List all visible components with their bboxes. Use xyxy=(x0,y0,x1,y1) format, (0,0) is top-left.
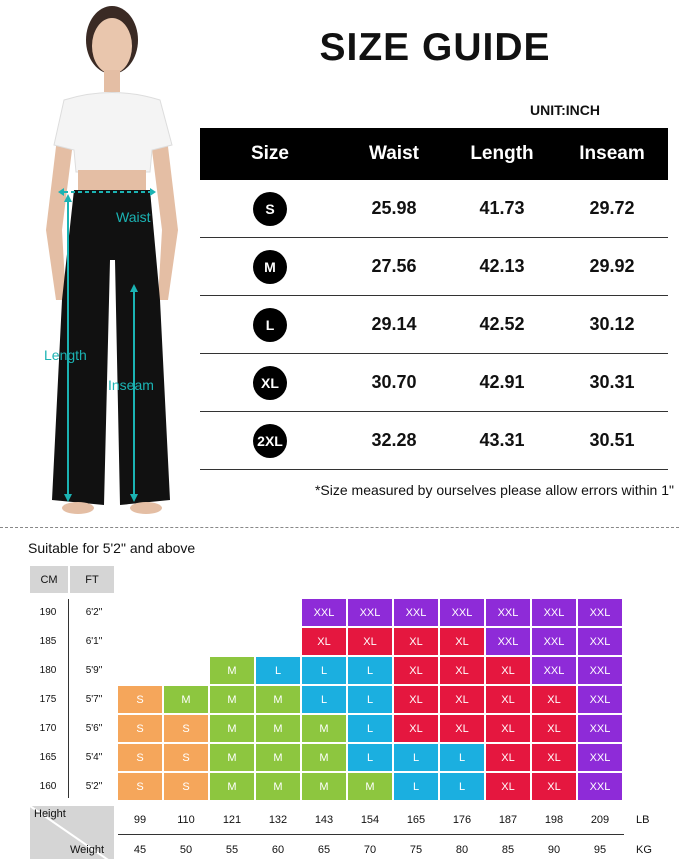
size-cell: XXL xyxy=(394,599,438,626)
size-cell: XL xyxy=(532,686,576,713)
size-cell: M xyxy=(302,744,346,771)
ft-value: 5'4" xyxy=(85,752,103,763)
ft-header: FT xyxy=(70,566,114,593)
size-cell: S xyxy=(118,744,162,771)
size-cell: M xyxy=(210,773,254,800)
cm-value: 170 xyxy=(39,723,57,734)
ft-value: 5'7" xyxy=(85,694,103,705)
header-inseam: Inseam xyxy=(579,143,645,164)
size-cell: S xyxy=(164,744,208,771)
size-cell: M xyxy=(210,715,254,742)
size-cell: XXL xyxy=(578,773,622,800)
size-cell: M xyxy=(256,773,300,800)
size-cell: XL xyxy=(486,744,530,771)
kg-value: 60 xyxy=(271,844,285,856)
size-cell: XXL xyxy=(532,628,576,655)
measurement-note: *Size measured by ourselves please allow errors within 1" xyxy=(314,482,674,498)
cm-value: 165 xyxy=(39,752,57,763)
size-cell: XL xyxy=(532,744,576,771)
waist-value: 30.70 xyxy=(371,372,417,392)
size-cell: XL xyxy=(486,657,530,684)
size-cell: XL xyxy=(440,686,484,713)
size-cell: XL xyxy=(394,628,438,655)
size-cell: S xyxy=(118,686,162,713)
lb-value: 99 xyxy=(133,814,147,826)
size-cell: XL xyxy=(532,773,576,800)
kg-value: 85 xyxy=(501,844,515,856)
waist-label: Waist xyxy=(116,209,151,225)
size-cell: M xyxy=(256,686,300,713)
size-cell: S xyxy=(118,773,162,800)
size-cell: M xyxy=(302,773,346,800)
size-cell: M xyxy=(210,744,254,771)
size-cell: XL xyxy=(394,715,438,742)
length-value: 42.52 xyxy=(479,314,525,334)
header-length: Length xyxy=(470,143,534,164)
page-title: SIZE GUIDE xyxy=(319,26,551,69)
lb-value: 143 xyxy=(314,814,334,826)
kg-value: 55 xyxy=(225,844,239,856)
size-badge: L xyxy=(253,308,287,342)
lb-value: 121 xyxy=(222,814,242,826)
size-badge: M xyxy=(253,250,287,284)
cm-value: 185 xyxy=(39,636,57,647)
height-axis-label: Height xyxy=(34,808,66,820)
kg-value: 50 xyxy=(179,844,193,856)
weight-axis-label: Weight xyxy=(70,844,105,856)
size-cell: XL xyxy=(532,715,576,742)
kg-value: 70 xyxy=(363,844,377,856)
size-cell: L xyxy=(440,773,484,800)
size-cell: XL xyxy=(394,657,438,684)
waist-value: 25.98 xyxy=(371,198,417,218)
waist-value: 29.14 xyxy=(371,314,417,334)
lb-value: 187 xyxy=(498,814,518,826)
size-cell: XL xyxy=(394,686,438,713)
inseam-value: 30.31 xyxy=(589,372,635,392)
size-cell: S xyxy=(164,773,208,800)
ft-value: 5'9" xyxy=(85,665,103,676)
size-cell: M xyxy=(348,773,392,800)
waist-value: 27.56 xyxy=(371,256,417,276)
size-cell: XL xyxy=(302,628,346,655)
size-cell: XXL xyxy=(440,599,484,626)
size-cell: S xyxy=(118,715,162,742)
kg-unit: KG xyxy=(636,844,652,856)
header-waist: Waist xyxy=(369,143,419,164)
size-cell: L xyxy=(348,686,392,713)
size-cell: XL xyxy=(348,628,392,655)
size-cell: M xyxy=(210,686,254,713)
ft-value: 6'2" xyxy=(85,607,103,618)
size-cell: XXL xyxy=(302,599,346,626)
size-cell: M xyxy=(256,744,300,771)
inseam-value: 29.72 xyxy=(589,198,635,218)
size-cell: XXL xyxy=(578,599,622,626)
lb-value: 176 xyxy=(452,814,472,826)
size-cell: L xyxy=(440,744,484,771)
size-cell: XL xyxy=(486,686,530,713)
lb-value: 198 xyxy=(544,814,564,826)
size-cell: XXL xyxy=(578,628,622,655)
lb-value: 132 xyxy=(268,814,288,826)
lb-value: 154 xyxy=(360,814,380,826)
size-cell: M xyxy=(256,715,300,742)
size-cell: XXL xyxy=(532,657,576,684)
ft-value: 5'6" xyxy=(85,723,103,734)
cm-value: 175 xyxy=(39,694,57,705)
size-badge: XL xyxy=(253,366,287,400)
kg-value: 75 xyxy=(409,844,423,856)
size-cell: XL xyxy=(440,657,484,684)
size-cell: XL xyxy=(440,715,484,742)
inseam-label: Inseam xyxy=(108,377,154,393)
header-size: Size xyxy=(250,143,290,164)
size-cell: M xyxy=(210,657,254,684)
size-cell: L xyxy=(394,744,438,771)
size-cell: XXL xyxy=(348,599,392,626)
length-label: Length xyxy=(44,347,87,363)
weight-axis-line xyxy=(118,834,624,835)
kg-value: 45 xyxy=(133,844,147,856)
ft-value: 6'1" xyxy=(85,636,103,647)
lb-value: 209 xyxy=(590,814,610,826)
lb-value: 165 xyxy=(406,814,426,826)
size-cell: XL xyxy=(440,628,484,655)
size-cell: L xyxy=(348,657,392,684)
size-badge: S xyxy=(253,192,287,226)
inseam-value: 30.51 xyxy=(589,430,635,450)
inseam-value: 29.92 xyxy=(589,256,635,276)
size-cell: XXL xyxy=(486,628,530,655)
size-cell: L xyxy=(348,715,392,742)
size-cell: L xyxy=(394,773,438,800)
lb-unit: LB xyxy=(636,814,650,826)
kg-value: 65 xyxy=(317,844,331,856)
length-value: 41.73 xyxy=(479,198,525,218)
inseam-value: 30.12 xyxy=(589,314,635,334)
kg-value: 90 xyxy=(547,844,561,856)
size-badge: 2XL xyxy=(253,424,287,458)
unit-label: UNIT:INCH xyxy=(530,102,600,118)
cm-value: 190 xyxy=(39,607,57,618)
size-cell: XXL xyxy=(578,715,622,742)
kg-value: 80 xyxy=(455,844,469,856)
kg-value: 95 xyxy=(593,844,607,856)
suitable-text: Suitable for 5'2" and above xyxy=(28,540,196,556)
length-value: 42.91 xyxy=(479,372,525,392)
size-cell: M xyxy=(302,715,346,742)
lb-value: 110 xyxy=(177,814,195,826)
length-value: 43.31 xyxy=(479,430,525,450)
size-cell: XXL xyxy=(578,686,622,713)
size-cell: XXL xyxy=(578,744,622,771)
length-value: 42.13 xyxy=(479,256,525,276)
size-cell: L xyxy=(302,657,346,684)
size-cell: L xyxy=(256,657,300,684)
size-cell: XXL xyxy=(532,599,576,626)
cm-value: 160 xyxy=(39,781,57,792)
size-cell: L xyxy=(302,686,346,713)
size-cell: XL xyxy=(486,715,530,742)
size-cell: XL xyxy=(486,773,530,800)
size-cell: M xyxy=(164,686,208,713)
size-cell: XXL xyxy=(578,657,622,684)
ft-value: 5'2" xyxy=(85,781,103,792)
height-axis-line xyxy=(68,599,69,798)
cm-header: CM xyxy=(30,566,68,593)
size-cell: L xyxy=(348,744,392,771)
cm-value: 180 xyxy=(39,665,57,676)
waist-value: 32.28 xyxy=(371,430,417,450)
size-cell: XXL xyxy=(486,599,530,626)
size-cell: S xyxy=(164,715,208,742)
